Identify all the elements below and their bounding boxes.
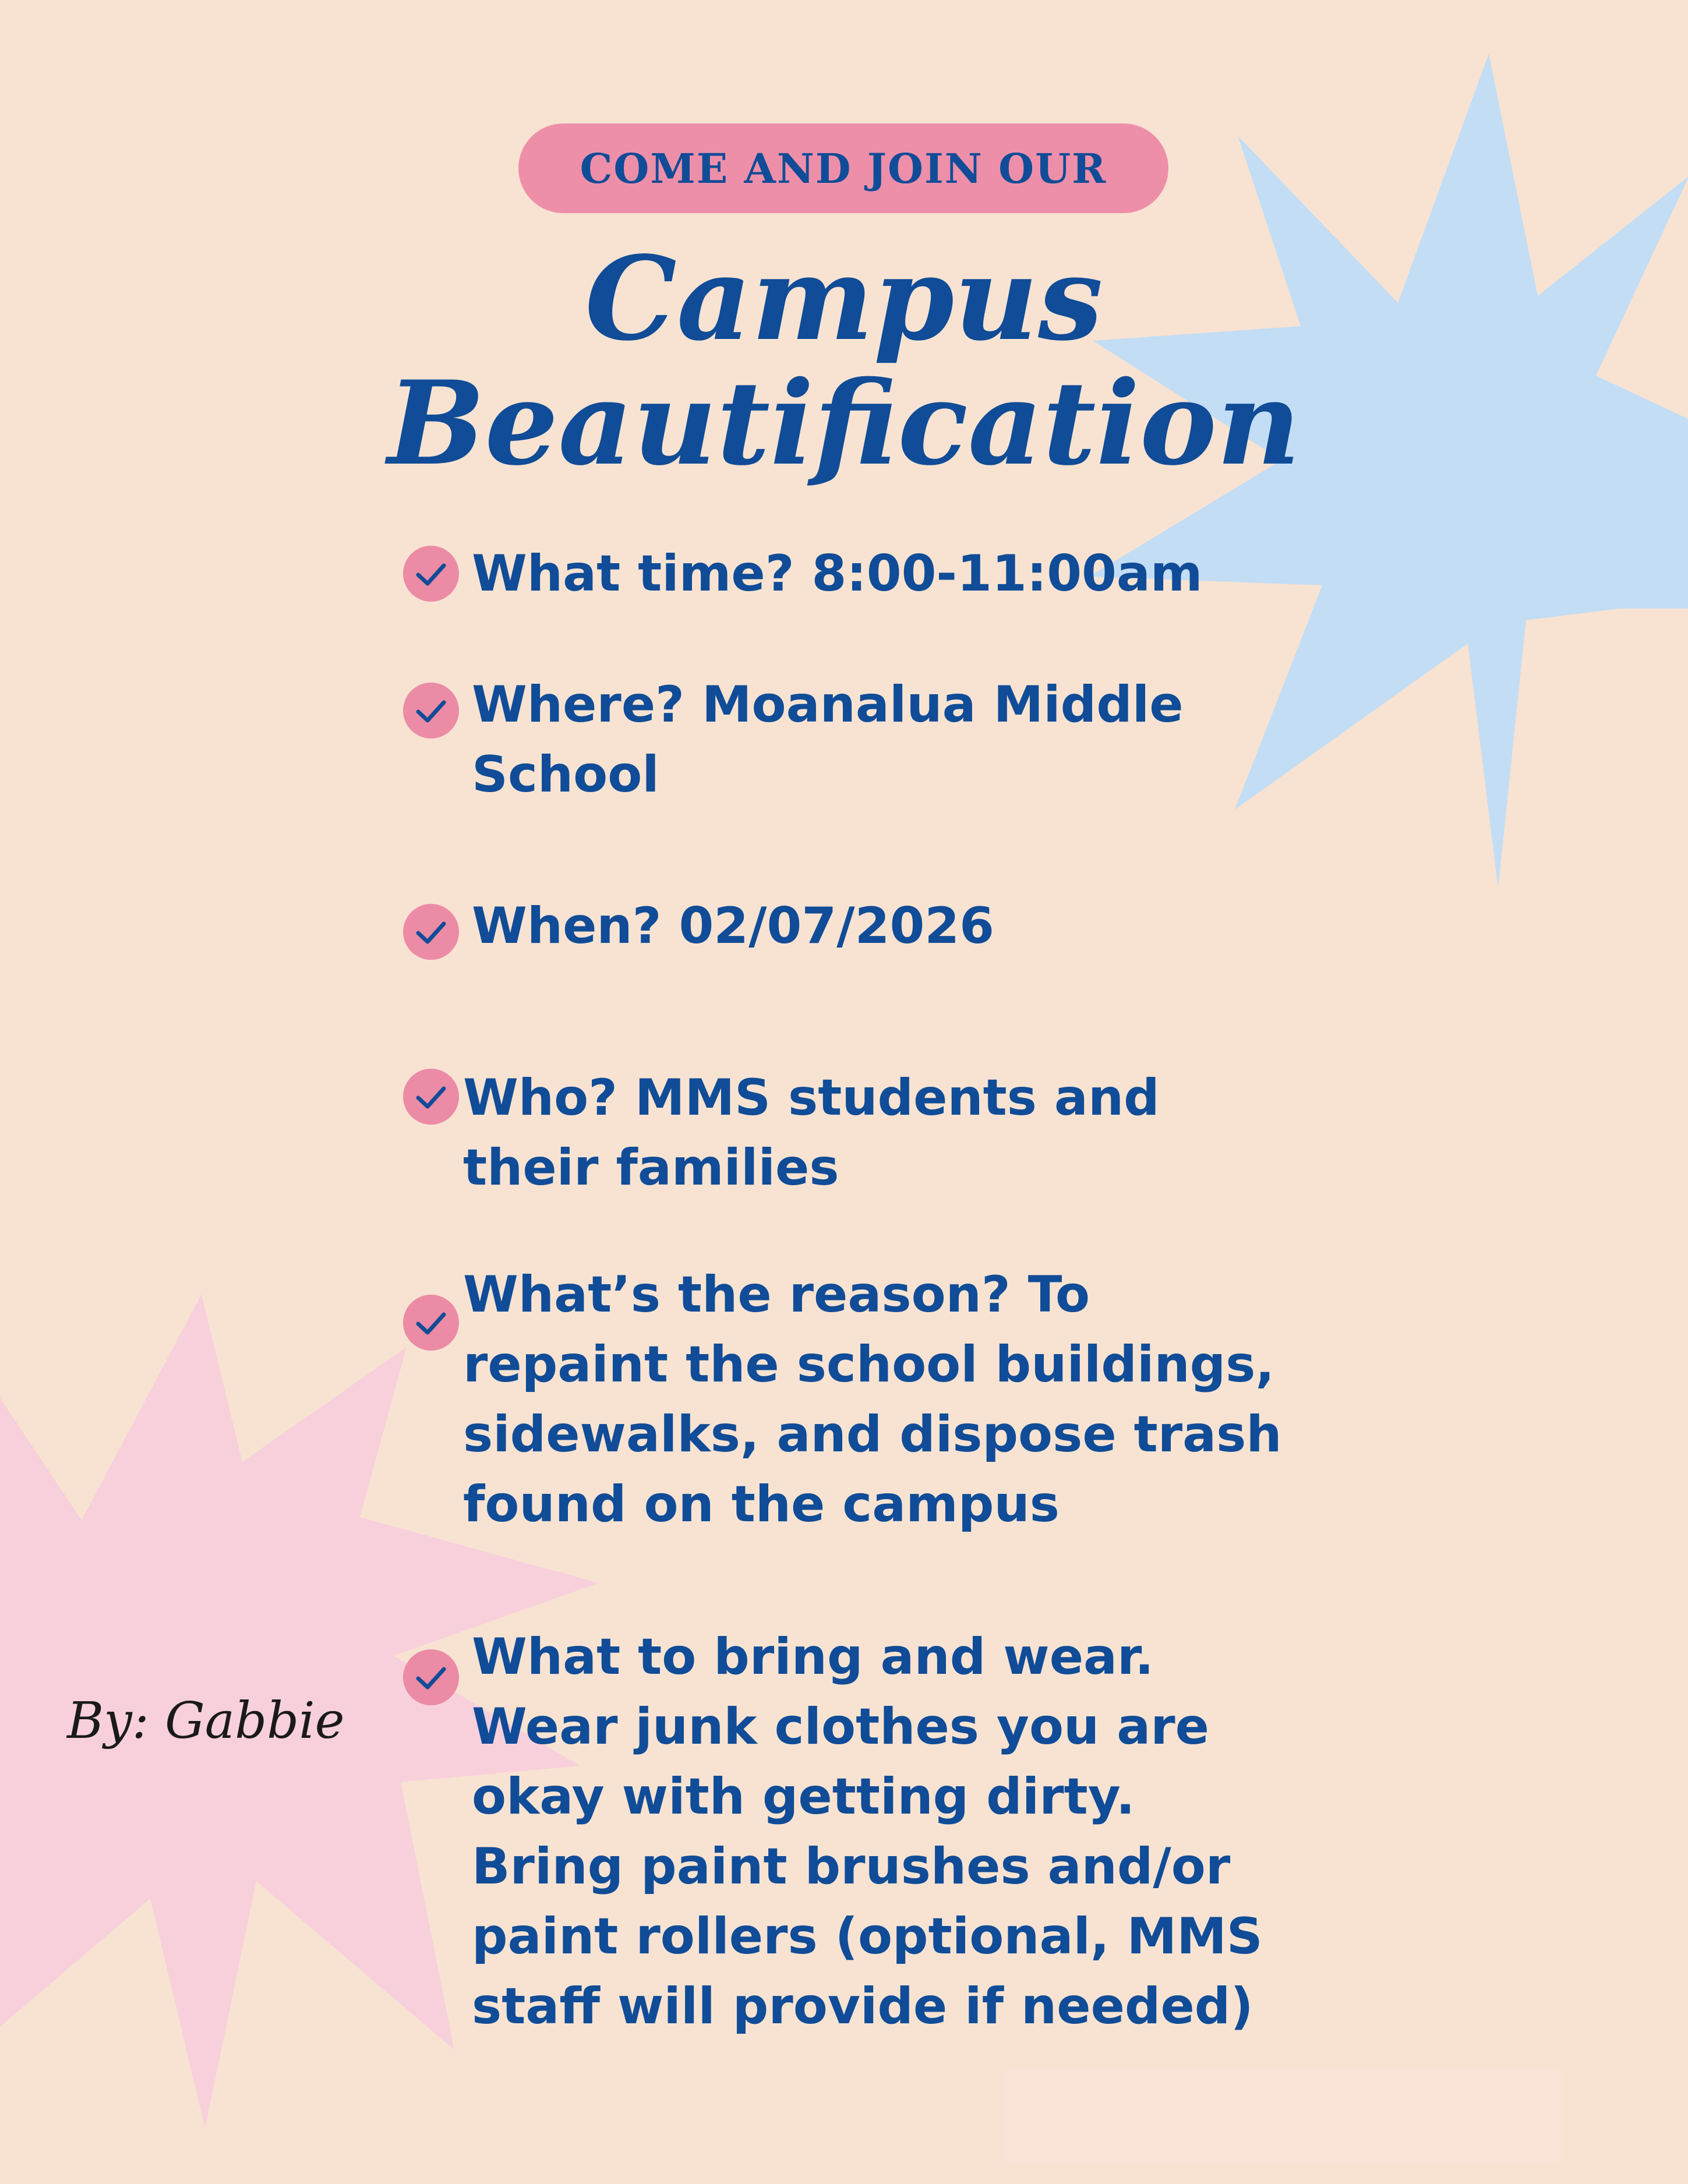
check-badge-icon	[402, 1068, 460, 1126]
list-item-text: Where? Moanalua Middle School	[472, 676, 1184, 804]
page-title-line-2: Beautification	[387, 355, 1301, 491]
check-badge-icon	[402, 903, 460, 961]
badge-text: COME AND JOIN OUR	[580, 144, 1107, 193]
list-item-text: When? 02/07/2026	[472, 897, 994, 955]
author-signature: By: Gabbie	[67, 1692, 345, 1750]
page-title-line-1: Campus	[585, 231, 1103, 366]
list-item-text: Who? MMS students and their families	[463, 1069, 1160, 1197]
check-badge-icon	[402, 681, 460, 740]
header-badge	[518, 123, 1168, 213]
check-badge-icon	[402, 1294, 460, 1352]
list-item-text: What’s the reason? To repaint the school buildings, sidewalks, and dispose trash found on the campus	[463, 1266, 1282, 1533]
list-item-text: What to bring and wear. Wear junk clothes you are okay with getting dirty. Bring paint brushes and/or paint rollers (optional, MMS staff will provide if needed)	[472, 1628, 1263, 2035]
check-badge-icon	[402, 545, 460, 603]
list-item-text: What time? 8:00-11:00am	[472, 545, 1203, 603]
faint-rectangle	[1003, 2069, 1562, 2162]
check-badge-icon	[402, 1648, 460, 1706]
